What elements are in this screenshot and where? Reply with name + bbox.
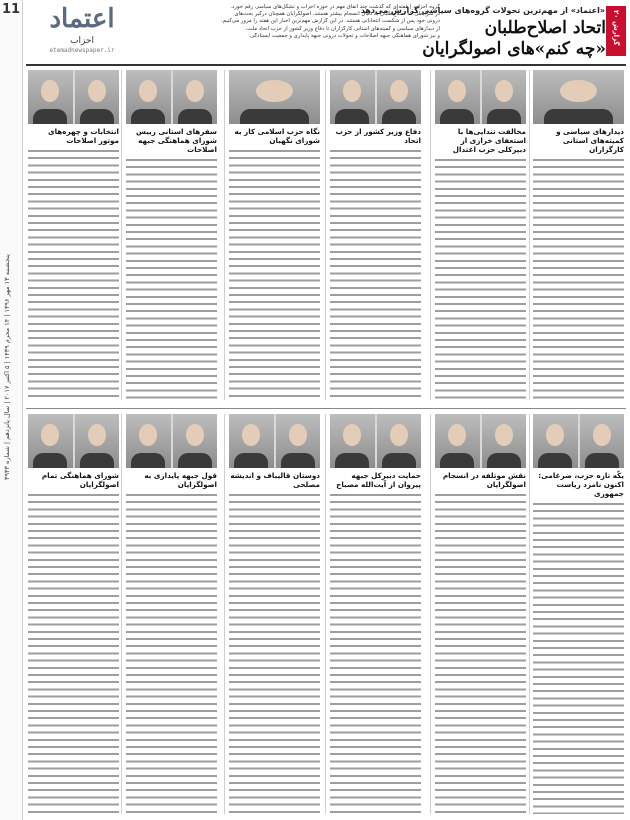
headline-kicker: «اعتماد» از مهم‌ترین تحولات گروه‌های سیاسی گزارش می‌دهد bbox=[360, 6, 605, 15]
headline-line-1: اتحاد اصلاح‌طلبان bbox=[484, 18, 606, 38]
article-body bbox=[126, 157, 217, 400]
article-photo bbox=[28, 414, 119, 468]
column-divider bbox=[529, 414, 530, 814]
article-top-2 bbox=[435, 70, 526, 400]
article-top-1 bbox=[533, 70, 624, 400]
portrait-image bbox=[75, 414, 120, 468]
article-top-3 bbox=[330, 70, 421, 400]
article-body bbox=[28, 492, 119, 814]
newspaper-logo bbox=[26, 4, 138, 56]
article-photo bbox=[330, 70, 421, 124]
section-name: احزاب bbox=[69, 36, 94, 46]
article-title: دوستان قالیباف و اندیشه مصلحی bbox=[230, 471, 320, 489]
article-title: انتخابات و چهره‌های موتور اصلاحات bbox=[48, 127, 119, 145]
portrait-image bbox=[229, 70, 320, 124]
article-body bbox=[126, 492, 217, 814]
article-photo bbox=[533, 414, 624, 468]
article-photo bbox=[28, 70, 119, 124]
portrait-image bbox=[28, 70, 73, 124]
article-bottom-3 bbox=[330, 414, 421, 814]
intro-line: درونی خود پس از شکست انتخاباتی هستند. در این گزارش مهم‌ترین اخبار این هفته را مرور می‌کنیم. bbox=[221, 18, 440, 25]
column-divider bbox=[430, 70, 431, 400]
article-title: نقش موتلفه در انسجام اصولگرایان bbox=[442, 471, 526, 489]
article-body bbox=[533, 501, 624, 814]
article-title: سفرهای استانی رییس شورای هماهنگی جبهه اصلاحات bbox=[135, 127, 217, 154]
article-title: دفاع وزیر کشور از حزب اتحاد bbox=[335, 127, 421, 145]
article-photo bbox=[126, 70, 217, 124]
article-title: شورای هماهنگی تمام اصولگرایان bbox=[41, 471, 119, 489]
report-badge bbox=[606, 6, 626, 56]
intro-line: گروه احزاب | هفته‌ای که گذشت چند اتفاق مهم در حوزه احزاب و تشکل‌های سیاسی رقم خورد. bbox=[230, 4, 440, 10]
article-body bbox=[28, 148, 119, 398]
portrait-image bbox=[435, 70, 480, 124]
column-divider bbox=[121, 414, 122, 814]
column-divider bbox=[430, 414, 431, 814]
portrait-image bbox=[377, 414, 422, 468]
portrait-image bbox=[173, 70, 218, 124]
column-divider bbox=[325, 70, 326, 400]
article-top-4 bbox=[229, 70, 320, 400]
article-photo bbox=[533, 70, 624, 124]
article-body bbox=[533, 157, 624, 400]
column-divider bbox=[121, 70, 122, 400]
portrait-image bbox=[435, 414, 480, 468]
main-headline bbox=[380, 18, 606, 60]
article-bottom-4 bbox=[229, 414, 320, 814]
portrait-image bbox=[126, 70, 171, 124]
article-title: قول جبهه پایداری به اصولگرایان bbox=[144, 471, 217, 489]
article-title: نگاه حزب اسلامی کار به شورای نگهبان bbox=[234, 127, 320, 145]
column-divider bbox=[224, 414, 225, 814]
article-top-6 bbox=[28, 70, 119, 400]
portrait-image bbox=[533, 70, 624, 124]
column-divider bbox=[325, 414, 326, 814]
article-body bbox=[330, 148, 421, 398]
article-body bbox=[229, 492, 320, 814]
article-photo bbox=[126, 414, 217, 468]
portrait-image bbox=[330, 414, 375, 468]
column-divider bbox=[529, 70, 530, 400]
article-body bbox=[435, 157, 526, 400]
portrait-image bbox=[28, 414, 73, 468]
page-edge-strip bbox=[0, 0, 23, 820]
article-photo bbox=[229, 70, 320, 124]
article-title: دیدارهای سیاسی و کمیته‌های استانی کارگزاران bbox=[556, 127, 624, 154]
report-badge-label: گزارش ۲۰ bbox=[612, 10, 620, 46]
portrait-image bbox=[229, 414, 274, 468]
column-divider bbox=[224, 70, 225, 400]
page-number: 11 bbox=[2, 2, 21, 17]
article-body bbox=[229, 148, 320, 398]
article-title: یکّه‌ تازه حزب، ضرغامی: اکنون نامزد ریاست جمهوری bbox=[538, 471, 624, 498]
article-bottom-2 bbox=[435, 414, 526, 814]
intro-line: در شرایطی که اصلاح‌طلبان به دنبال انسجام بیشتر هستند، اصولگرایان همچنان درگیر بحث‌های bbox=[234, 11, 440, 18]
portrait-image bbox=[276, 414, 321, 468]
article-body bbox=[435, 492, 526, 814]
dateline: پنجشنبه ۱۳ مهر ۱۳۹۶ | ۱۴ محرم ۱۴۳۹ | ۵ اکتبر ۲۰۱۷ | سال پانزدهم | شماره ۳۹۳۳ bbox=[3, 254, 11, 480]
article-body bbox=[330, 492, 421, 814]
row-divider bbox=[26, 408, 626, 409]
intro-line: و نیز شورای هماهنگی جبهه اصلاحات و تحولات درونی جبهه پایداری و جمعیت ایستادگی. bbox=[248, 32, 440, 39]
article-bottom-5 bbox=[126, 414, 217, 814]
portrait-image bbox=[126, 414, 171, 468]
article-photo bbox=[229, 414, 320, 468]
article-photo bbox=[435, 414, 526, 468]
portrait-image bbox=[330, 70, 375, 124]
portrait-image bbox=[75, 70, 120, 124]
article-title: حمایت دبیرکل جبهه پیروان از آیت‌الله مصباح bbox=[336, 471, 421, 489]
article-photo bbox=[435, 70, 526, 124]
article-top-5 bbox=[126, 70, 217, 400]
article-photo bbox=[330, 414, 421, 468]
portrait-image bbox=[580, 414, 625, 468]
logo-wordmark: اعتماد bbox=[49, 4, 115, 34]
header-rule bbox=[26, 64, 626, 66]
portrait-image bbox=[533, 414, 578, 468]
article-bottom-6 bbox=[28, 414, 119, 814]
article-bottom-1 bbox=[533, 414, 624, 814]
intro-line: از دیدارهای سیاسی و کمیته‌های استانی کارگزاران تا دفاع وزیر کشور از حزب اتحاد ملت، bbox=[245, 25, 440, 32]
portrait-image bbox=[173, 414, 218, 468]
portrait-image bbox=[482, 414, 527, 468]
website-address: etemadnewspaper.ir bbox=[49, 47, 115, 54]
headline-line-2: «چه کنم»‌های اصولگرایان bbox=[422, 39, 606, 59]
article-title: مخالفت تندا‌یی‌ها با استعفای خرازی از دبیرکلی حزب اعتدال bbox=[452, 127, 526, 154]
portrait-image bbox=[377, 70, 422, 124]
portrait-image bbox=[482, 70, 527, 124]
